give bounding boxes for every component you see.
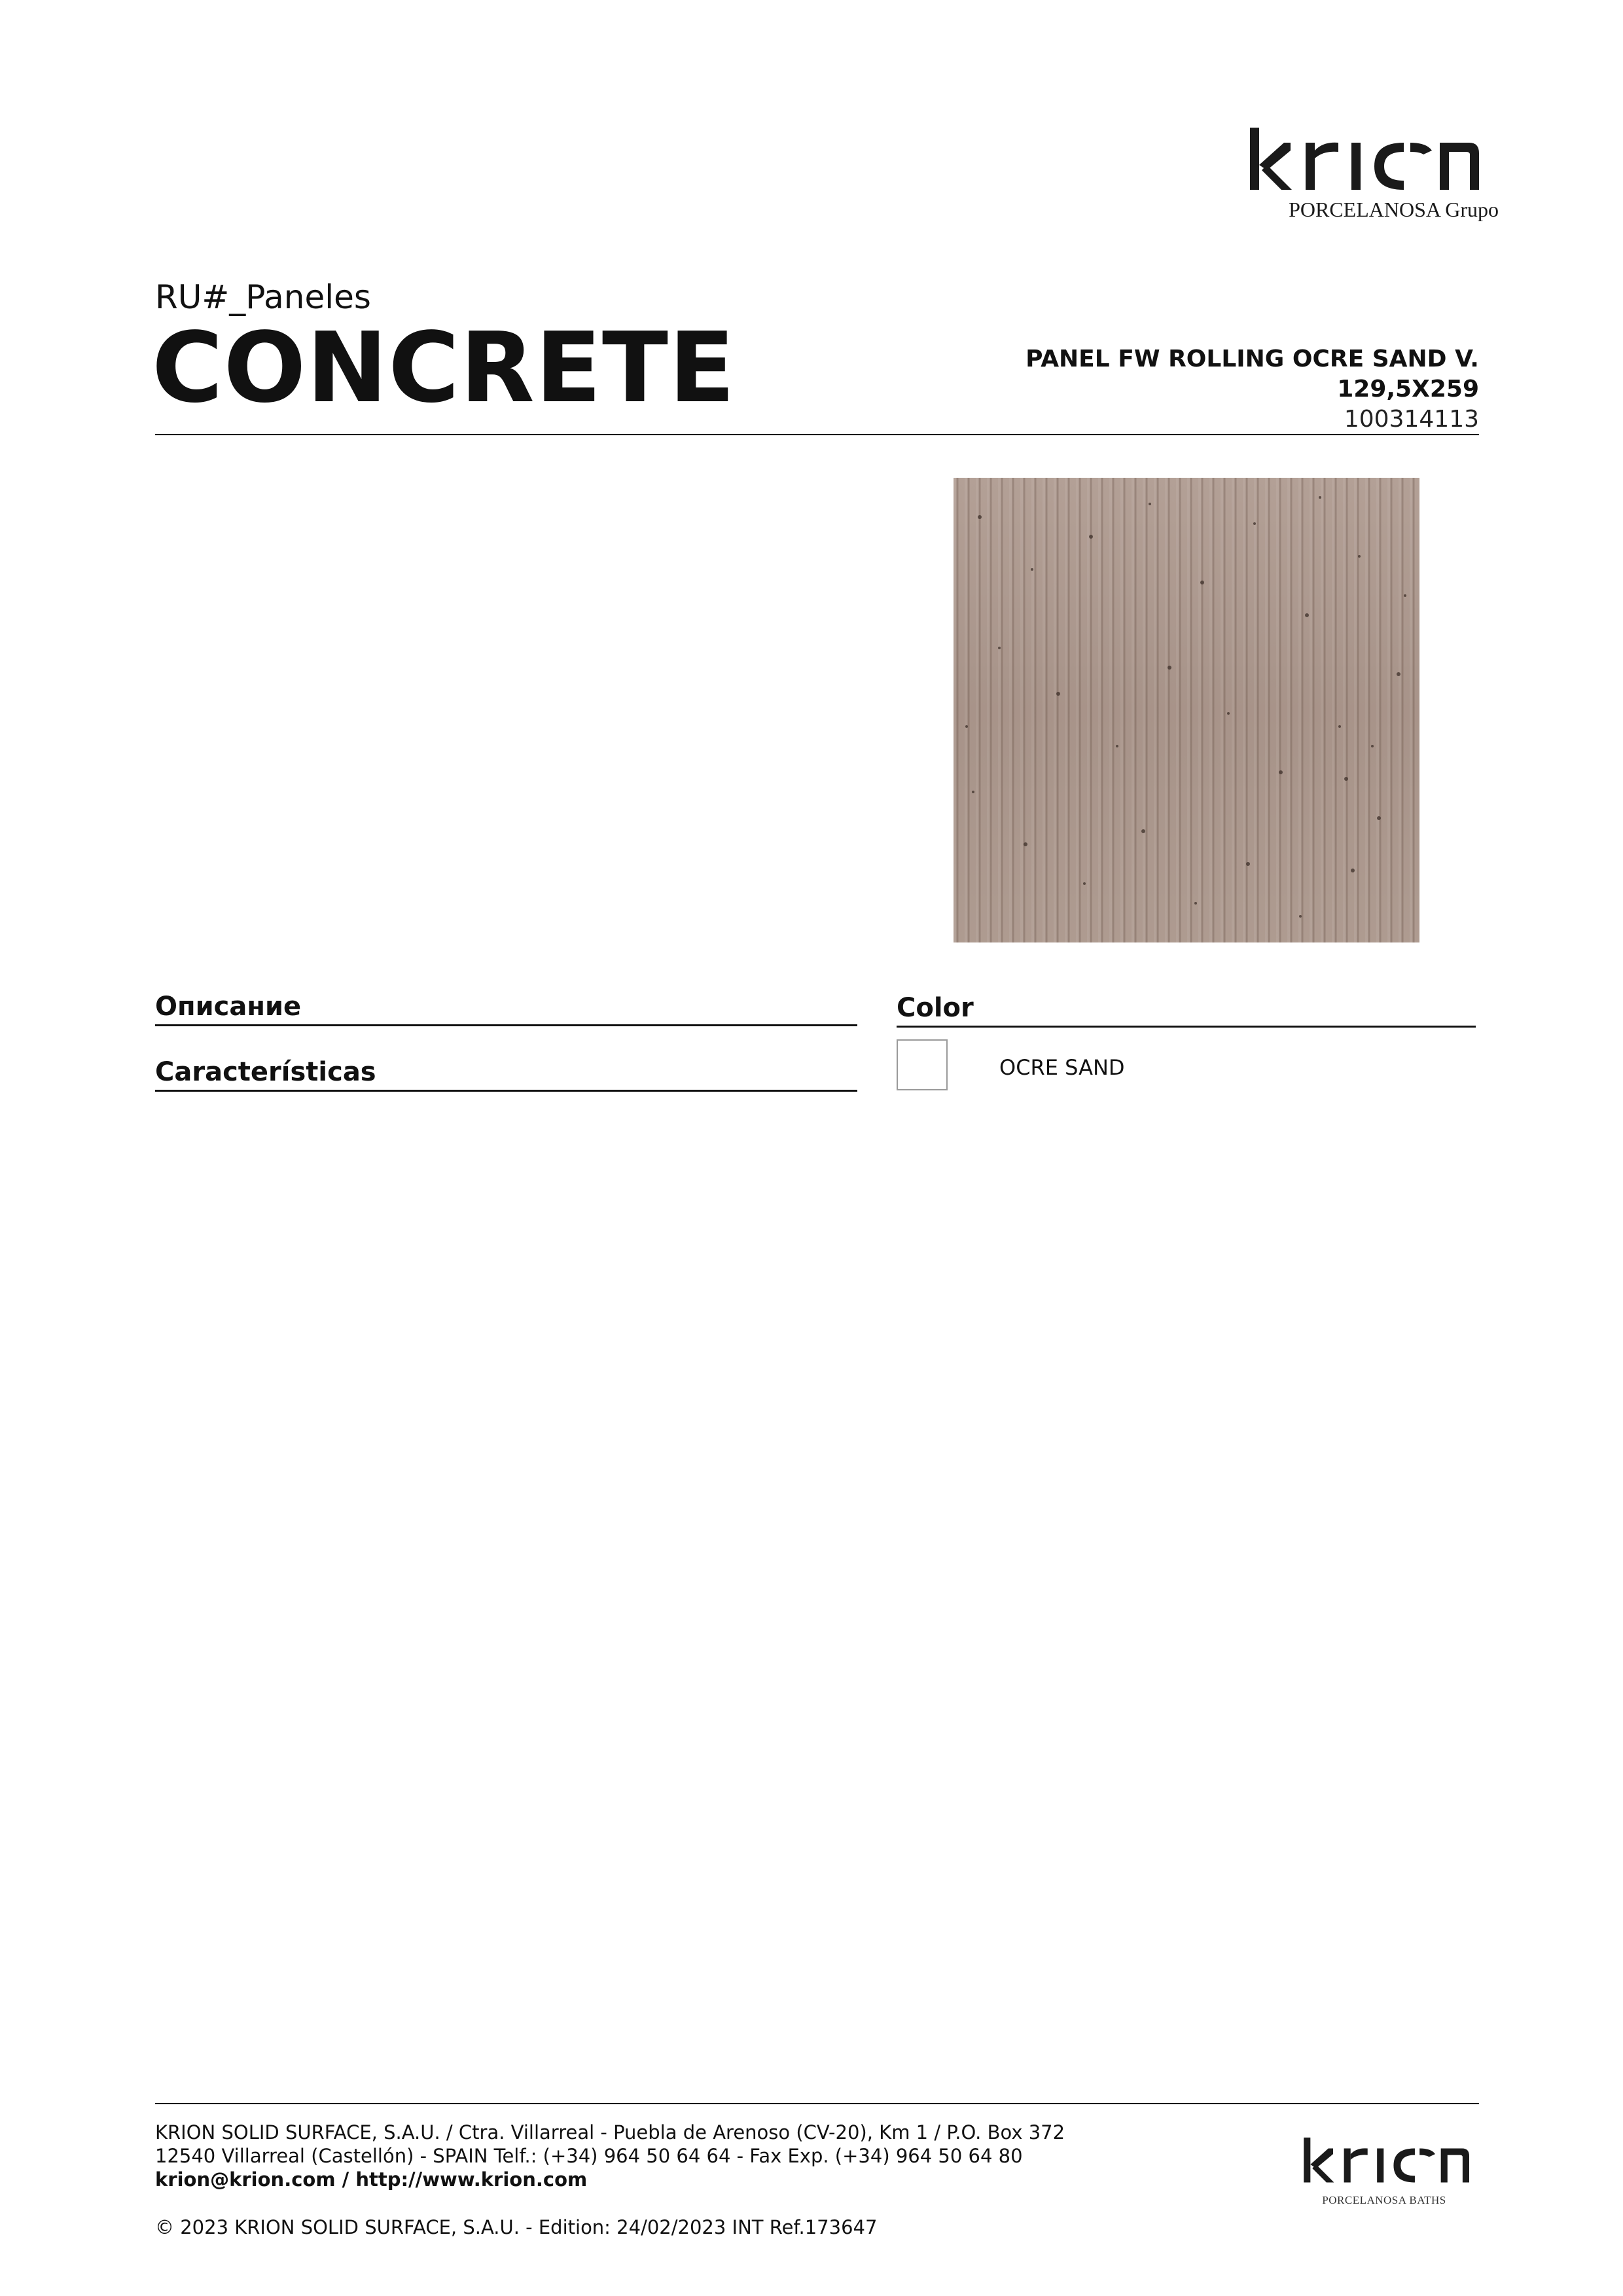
footer-line-1: KRION SOLID SURFACE, S.A.U. / Ctra. Villarreal - Puebla de Arenoso (CV-20), Km 1 / P.O. Box 372 [155,2121,1065,2144]
header-divider [155,434,1479,435]
footer-contact-links[interactable]: krion@krion.com / http://www.krion.com [155,2168,588,2191]
characteristics-heading: Características [155,1057,376,1087]
product-image [954,478,1419,942]
logo-footer-subtitle: PORCELANOSA BATHS [1322,2194,1446,2206]
product-code: 100314113 [1344,406,1479,433]
color-divider [897,1026,1476,1028]
color-heading: Color [897,993,974,1023]
characteristics-divider [155,1090,857,1092]
product-name-line1: PANEL FW ROLLING OCRE SAND V. [1026,346,1479,372]
krion-logo [1243,124,1499,221]
copyright: © 2023 KRION SOLID SURFACE, S.A.U. - Edition: 24/02/2023 INT Ref.173647 [155,2216,878,2238]
krion-logo-mark [1243,124,1479,196]
description-divider [155,1024,857,1026]
krion-logo-mark-footer [1299,2135,1469,2187]
category-label: RU#_Paneles [155,278,371,316]
color-name: OCRE SAND [999,1055,1125,1080]
footer-address [155,2121,1065,2191]
product-info [890,344,1479,435]
footer-divider [155,2103,1479,2104]
product-name [890,344,1479,404]
page-title: CONCRETE [152,312,736,424]
color-swatch-box [897,1039,948,1090]
product-name-line2: 129,5X259 [1337,376,1479,403]
description-heading: Описание [155,992,302,1022]
krion-logo-footer [1299,2135,1469,2207]
footer-line-2: 12540 Villarreal (Castellón) - SPAIN Telf.: (+34) 964 50 64 64 - Fax Exp. (+34) 964 50 64 80 [155,2145,1023,2167]
logo-subtitle: PORCELANOSA Grupo [1289,198,1499,221]
texture-speckles [954,478,1419,942]
